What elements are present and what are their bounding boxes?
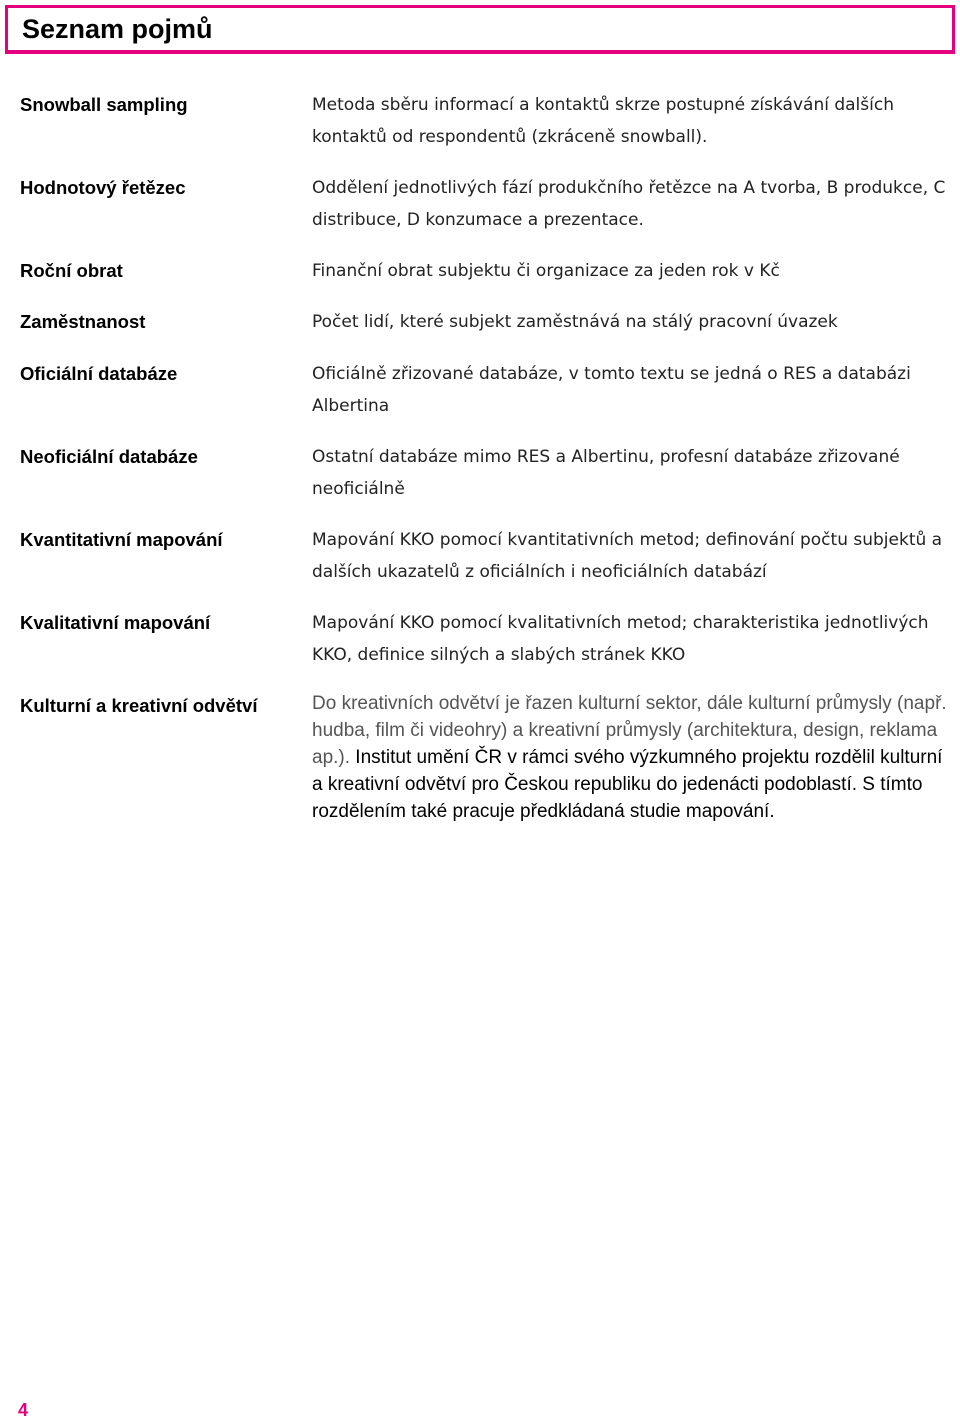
page-title: Seznam pojmů bbox=[22, 14, 213, 44]
glossary-term: Kulturní a kreativní odvětví bbox=[20, 695, 258, 716]
glossary-definition: Finanční obrat subjektu či organizace za jeden rok v Kč bbox=[312, 261, 780, 281]
glossary-definition: Metoda sběru informací a kontaktů skrze postupné získávání dalších kontaktů od respondentů (zkráceně snowball). bbox=[312, 95, 894, 147]
glossary-definition: Počet lidí, které subjekt zaměstnává na stálý pracovní úvazek bbox=[312, 312, 838, 332]
glossary-term: Roční obrat bbox=[20, 260, 123, 281]
glossary-term: Kvantitativní mapování bbox=[20, 529, 223, 550]
glossary-definition: Mapování KKO pomocí kvalitativních metod; charakteristika jednotlivých KKO, definice silných a slabých stránek KKO bbox=[312, 613, 929, 665]
glossary-definition: Mapování KKO pomocí kvantitativních metod; definování počtu subjektů a dalších ukazatelů z oficiálních i neoficiálních databází bbox=[312, 530, 943, 582]
glossary-term: Snowball sampling bbox=[20, 94, 188, 115]
glossary-definition bbox=[312, 690, 952, 825]
glossary-definition: Oficiálně zřizované databáze, v tomto textu se jedná o RES a databázi Albertina bbox=[312, 364, 911, 416]
glossary-term: Hodnotový řetězec bbox=[20, 177, 186, 198]
definition-part: Do kreativních odvětví je řazen kulturní sektor, dále kulturní průmysly (např. hudba, film či videohry) a kreativní průmysly (architektura, design, reklama ap.). bbox=[312, 693, 947, 768]
glossary-term: Zaměstnanost bbox=[20, 311, 146, 332]
glossary-term: Oficiální databáze bbox=[20, 363, 178, 384]
glossary-term: Kvalitativní mapování bbox=[20, 612, 211, 633]
definition-part: Institut umění ČR v rámci svého výzkumného projektu rozdělil kulturní a kreativní odvětví pro Českou republiku do jedenácti podoblastí. S tímto rozdělením také pracuje předkládaná studie mapování. bbox=[312, 747, 943, 822]
title-box bbox=[5, 5, 955, 54]
glossary-definition: Oddělení jednotlivých fází produkčního řetězce na A tvorba, B produkce, C distribuce, D konzumace a prezentace. bbox=[312, 178, 946, 230]
glossary-term: Neoficiální databáze bbox=[20, 446, 198, 467]
glossary-definition: Ostatní databáze mimo RES a Albertinu, profesní databáze zřizované neoficiálně bbox=[312, 447, 900, 499]
page-number: 4 bbox=[18, 1400, 29, 1420]
